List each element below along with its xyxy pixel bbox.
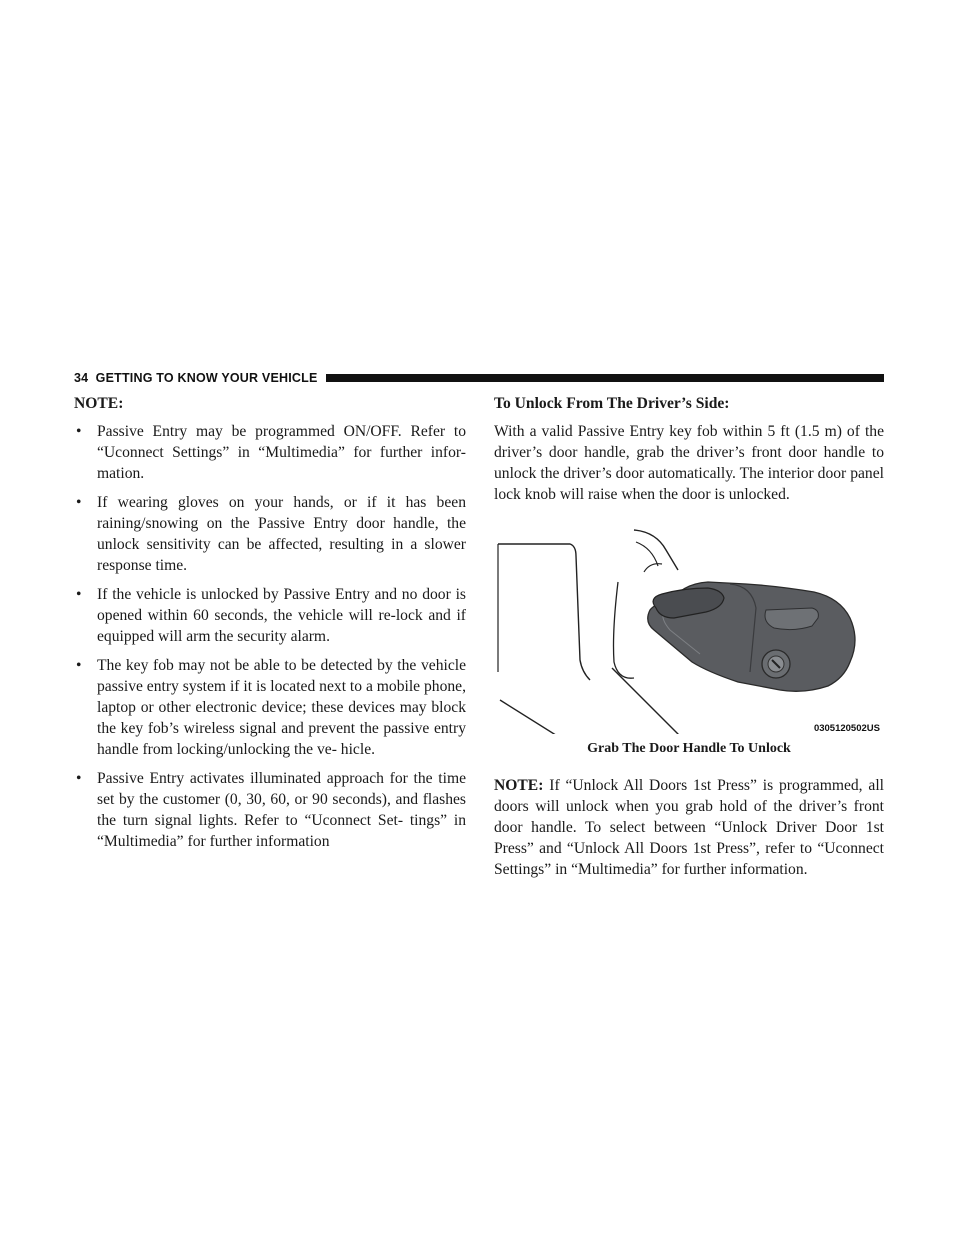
bullet-text: The key fob may not be able to be detected by the vehicle passive entry system if it is located next to a mobile phone, laptop or other electronic device; these devices may block the key fob’s wireless signal and prevent the passive entry handle from locking/unlocking the ve- hicle. <box>97 657 466 758</box>
bullet-text: If the vehicle is unlocked by Passive Entry and no door is opened within 60 seconds, the vehicle will re-lock and if equipped will arm the security alarm. <box>97 586 466 645</box>
bullet-text: If wearing gloves on your hands, or if it has been raining/snowing on the Passive Entry door handle, the unlock sensitivity can be affected, resulting in a slower response time. <box>97 494 466 574</box>
bullet-icon: • <box>76 494 82 511</box>
header-rule <box>326 374 885 382</box>
note-bullet-item <box>74 768 466 852</box>
bullet-icon: • <box>76 657 82 674</box>
note-heading: NOTE: <box>74 395 124 412</box>
page-header <box>74 372 884 384</box>
bullet-icon: • <box>76 770 82 787</box>
note-bullet-item <box>74 492 466 576</box>
figure-code: 0305120502US <box>813 723 880 734</box>
bullet-text: Passive Entry activates illuminated approach for the time set by the customer (0, 30, 60, or 90 seconds), and flashes the turn signal lights. Refer to “Uconnect Set- tings” in “Multimedia” for further information <box>97 770 466 850</box>
bullet-icon: • <box>76 423 82 440</box>
right-column <box>494 393 884 895</box>
note-text: If “Unlock All Doors 1st Press” is programmed, all doors will unlock when you grab hold of the driver’s front door handle. To select between “Unlock Driver Door 1st Press” and “Unlock All Doors 1st Press”, refer to “Uconnect Settings” in “Multimedia” for further information. <box>494 776 885 878</box>
finger-outline <box>636 542 658 566</box>
note-bullet-item <box>74 655 466 760</box>
bullet-text: Passive Entry may be programmed ON/OFF. Refer to “Uconnect Settings” in “Multimedia” for further infor- mation. <box>97 423 466 482</box>
hand-grabbing-handle-illustration <box>494 522 884 734</box>
left-column <box>74 393 466 860</box>
palm-outline <box>614 582 635 678</box>
section-heading: To Unlock From The Driver’s Side: <box>494 395 730 412</box>
note-bullet-item <box>74 421 466 484</box>
bullet-icon: • <box>76 586 82 603</box>
header-text <box>74 371 326 385</box>
door-handle-figure <box>494 522 884 734</box>
page-number: 34 <box>74 371 89 385</box>
finger-outline <box>644 564 662 572</box>
sleeve-outline <box>498 544 590 680</box>
body-paragraph: With a valid Passive Entry key fob within 5 ft (1.5 m) of the driver’s door handle, grab the driver’s front door handle to unlock the driver’s door automatically. The interior door panel lock knob will raise when the door is unlocked. <box>494 423 884 503</box>
door-line <box>612 668 692 734</box>
figure-caption: Grab The Door Handle To Unlock <box>587 741 791 756</box>
note-bullet-list <box>74 421 466 852</box>
section-title: GETTING TO KNOW YOUR VEHICLE <box>95 371 318 385</box>
note-paragraph <box>494 775 884 880</box>
handle-button <box>765 608 818 630</box>
note-bullet-item <box>74 584 466 647</box>
arm-line <box>500 700 586 734</box>
note-label: NOTE: <box>494 776 544 794</box>
